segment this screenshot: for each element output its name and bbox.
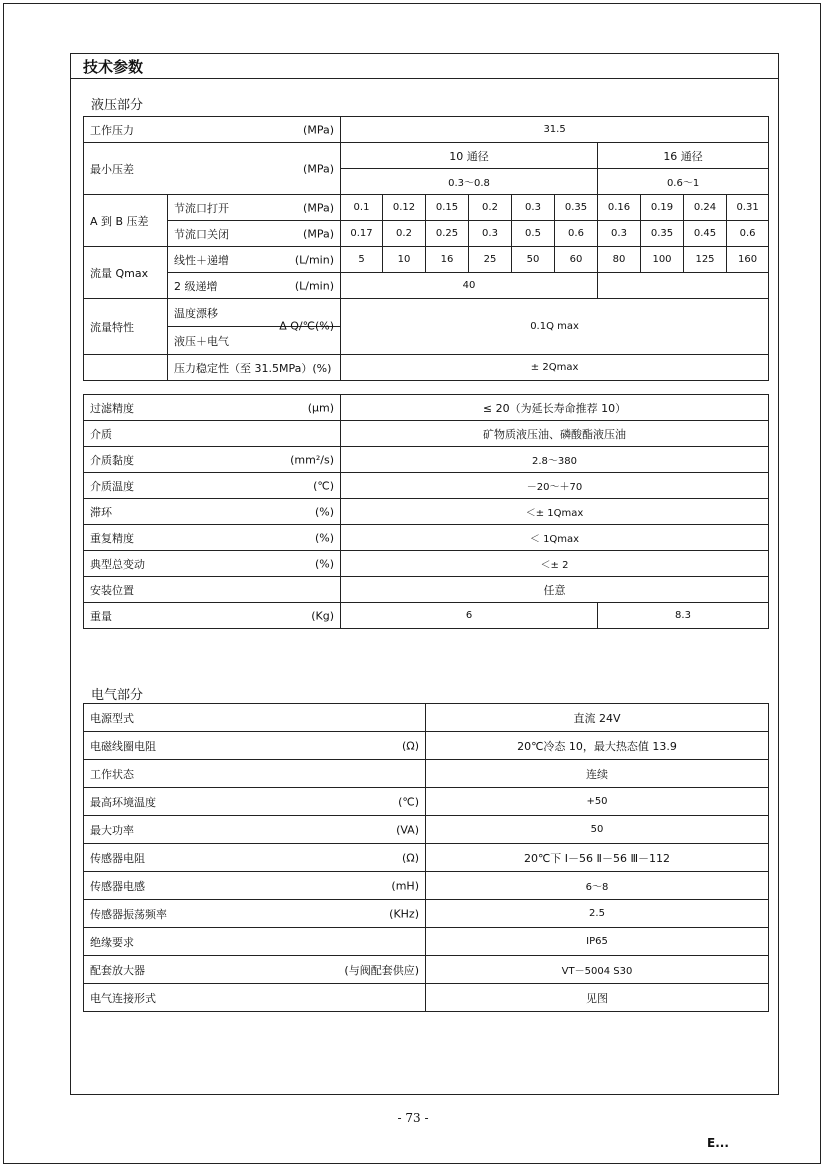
table-cell: 25: [469, 247, 512, 273]
weight-size16: 8.3: [598, 603, 769, 629]
row-label: 流量特性: [84, 299, 168, 355]
row-label: 最高环境温度: [90, 795, 156, 809]
table-cell: 0.3: [469, 221, 512, 247]
size10-min-dp: 0.3～0.8: [341, 169, 598, 195]
row-value: 直流 24V: [426, 704, 769, 732]
table-cell: 0.35: [555, 195, 598, 221]
two-stage-flow-value: 40: [341, 273, 598, 299]
table-cell: 160: [727, 247, 769, 273]
page-title: 技术参数: [83, 58, 144, 76]
row-value: ＜ 1Qmax: [341, 525, 769, 551]
row-unit: (VA): [396, 823, 419, 836]
table-cell: 0.2: [383, 221, 426, 247]
table-row: [84, 816, 769, 844]
size16-header: 16 通径: [598, 143, 769, 169]
table-row: [84, 704, 769, 732]
table-cell: 5: [341, 247, 383, 273]
table-row: [84, 788, 769, 816]
row-value: +50: [426, 788, 769, 816]
hydraulic-table: [83, 116, 769, 381]
row-sublabel: 压力稳定性（至 31.5MPa）(%): [168, 355, 341, 381]
row-label: 过滤精度: [90, 401, 134, 415]
row-unit: (MPa): [303, 162, 334, 175]
table-cell: 0.17: [341, 221, 383, 247]
row-sublabel: 2 级递增: [174, 279, 218, 293]
flow-char-value: 0.1Q max: [341, 299, 769, 355]
table-row: [84, 551, 769, 577]
row-unit: Δ Q/℃(%): [279, 319, 334, 333]
row-unit: (μm): [307, 401, 334, 414]
hydraulic-table-lower: [83, 394, 769, 629]
row-unit: (Ω): [402, 851, 419, 864]
row-unit: (Ω): [402, 739, 419, 752]
table-row: [84, 577, 769, 603]
table-cell: 0.3: [598, 221, 641, 247]
table-cell: 0.1: [341, 195, 383, 221]
row-value: 20℃冷态 10，最大热态值 13.9: [426, 732, 769, 760]
table-cell: 60: [555, 247, 598, 273]
row-label: 介质温度: [90, 479, 134, 493]
empty-cell: [598, 273, 769, 299]
table-cell: 0.19: [641, 195, 684, 221]
table-row: [84, 900, 769, 928]
row-value: 6～8: [426, 872, 769, 900]
row-sublabel: 液压＋电气: [174, 334, 229, 348]
weight-size10: 6: [341, 603, 598, 629]
row-label: 安装位置: [90, 583, 134, 597]
row-value: IP65: [426, 928, 769, 956]
pressure-stability-value: ± 2Qmax: [341, 355, 769, 381]
row-unit: (Kg): [311, 609, 334, 622]
row-value: －20～＋70: [341, 473, 769, 499]
corner-mark: E...: [707, 1136, 729, 1150]
row-unit: (MPa): [303, 123, 334, 136]
working-pressure-value: 31.5: [341, 117, 769, 143]
row-label: 最小压差: [90, 162, 134, 176]
table-cell: 0.24: [684, 195, 727, 221]
row-unit: (mm²/s): [290, 453, 334, 466]
row-label: A 到 B 压差: [84, 195, 168, 247]
title-bar: [71, 54, 778, 79]
row-sublabel: 温度漂移: [174, 306, 218, 320]
table-cell: 125: [684, 247, 727, 273]
row-value: 2.5: [426, 900, 769, 928]
row-label: 电磁线圈电阻: [90, 739, 156, 753]
table-row: [84, 299, 769, 327]
row-sublabel: 线性＋递增: [174, 253, 229, 267]
hydraulic-section-title: 液压部分: [91, 98, 144, 113]
table-cell: 10: [383, 247, 426, 273]
table-row: [84, 872, 769, 900]
size16-min-dp: 0.6～1: [598, 169, 769, 195]
row-value: 见图: [426, 984, 769, 1012]
row-label: 流量 Qmax: [84, 247, 168, 299]
row-value: VT－5004 S30: [426, 956, 769, 984]
table-cell: 0.12: [383, 195, 426, 221]
table-row: [84, 273, 769, 299]
table-cell: 50: [512, 247, 555, 273]
table-row: [84, 247, 769, 273]
table-row: [84, 421, 769, 447]
table-row: [84, 195, 769, 221]
electrical-section-title: 电气部分: [91, 688, 144, 703]
table-cell: 0.3: [512, 195, 555, 221]
row-unit: (KHz): [389, 907, 419, 920]
row-label: 典型总变动: [90, 557, 145, 571]
row-value: 50: [426, 816, 769, 844]
table-cell: 0.6: [555, 221, 598, 247]
row-sublabel: 节流口打开: [174, 201, 229, 215]
page-number: - 73 -: [397, 1111, 429, 1125]
table-row: [84, 143, 769, 169]
row-unit: (%): [314, 505, 334, 518]
table-cell: 16: [426, 247, 469, 273]
row-unit: (mH): [391, 879, 419, 892]
row-value: 矿物质液压油、磷酸酯液压油: [341, 421, 769, 447]
table-row: [84, 117, 769, 143]
table-row: [84, 603, 769, 629]
row-sublabel: 节流口关闭: [174, 227, 229, 241]
table-row: [84, 760, 769, 788]
row-label: 电源型式: [90, 711, 134, 725]
table-row: [84, 956, 769, 984]
row-value: 2.8～380: [341, 447, 769, 473]
row-value: 连续: [426, 760, 769, 788]
size10-header: 10 通径: [341, 143, 598, 169]
table-cell: 80: [598, 247, 641, 273]
row-value: ＜± 2: [341, 551, 769, 577]
row-value: ≤ 20（为延长寿命推荐 10）: [341, 395, 769, 421]
table-row: [84, 732, 769, 760]
row-unit: (℃): [398, 795, 419, 808]
row-unit: (L/min): [294, 279, 334, 292]
table-row: [84, 844, 769, 872]
table-cell: 0.6: [727, 221, 769, 247]
table-cell: 0.35: [641, 221, 684, 247]
row-label: 最大功率: [90, 823, 134, 837]
row-value: ＜± 1Qmax: [341, 499, 769, 525]
table-row: [84, 984, 769, 1012]
row-label: 传感器振荡频率: [90, 907, 167, 921]
row-label: 滞环: [90, 505, 112, 519]
table-cell: 0.16: [598, 195, 641, 221]
row-label: 配套放大器: [90, 963, 145, 977]
table-row: [84, 499, 769, 525]
table-row: [84, 221, 769, 247]
row-value: 任意: [341, 577, 769, 603]
table-cell: 0.25: [426, 221, 469, 247]
table-cell: 0.15: [426, 195, 469, 221]
empty-cell: [84, 355, 168, 381]
table-row: [84, 355, 769, 381]
row-unit: (L/min): [294, 253, 334, 266]
row-label: 介质黏度: [90, 453, 134, 467]
table-cell: 0.45: [684, 221, 727, 247]
row-unit: (℃): [313, 479, 334, 492]
row-label: 电气连接形式: [90, 991, 156, 1005]
row-label: 重复精度: [90, 531, 134, 545]
table-row: [84, 447, 769, 473]
row-label: 传感器电感: [90, 879, 145, 893]
row-label: 介质: [90, 427, 112, 441]
table-cell: 0.2: [469, 195, 512, 221]
row-label: 绝缘要求: [90, 935, 134, 949]
table-cell: 100: [641, 247, 684, 273]
table-cell: 0.5: [512, 221, 555, 247]
row-label: 传感器电阻: [90, 851, 145, 865]
row-unit: (MPa): [303, 227, 334, 240]
row-unit: (%): [314, 557, 334, 570]
row-unit: (与阀配套供应): [344, 963, 419, 977]
row-label: 工作状态: [90, 767, 134, 781]
table-row: [84, 473, 769, 499]
row-label: 重量: [90, 609, 112, 623]
row-value: 20℃下 Ⅰ－56 Ⅱ－56 Ⅲ－112: [426, 844, 769, 872]
table-cell: 0.31: [727, 195, 769, 221]
row-unit: (%): [314, 531, 334, 544]
table-row: [84, 525, 769, 551]
row-label: 工作压力: [90, 123, 134, 137]
table-row: [84, 928, 769, 956]
electrical-table: [83, 703, 769, 1012]
table-row: [84, 395, 769, 421]
row-unit: (MPa): [303, 201, 334, 214]
